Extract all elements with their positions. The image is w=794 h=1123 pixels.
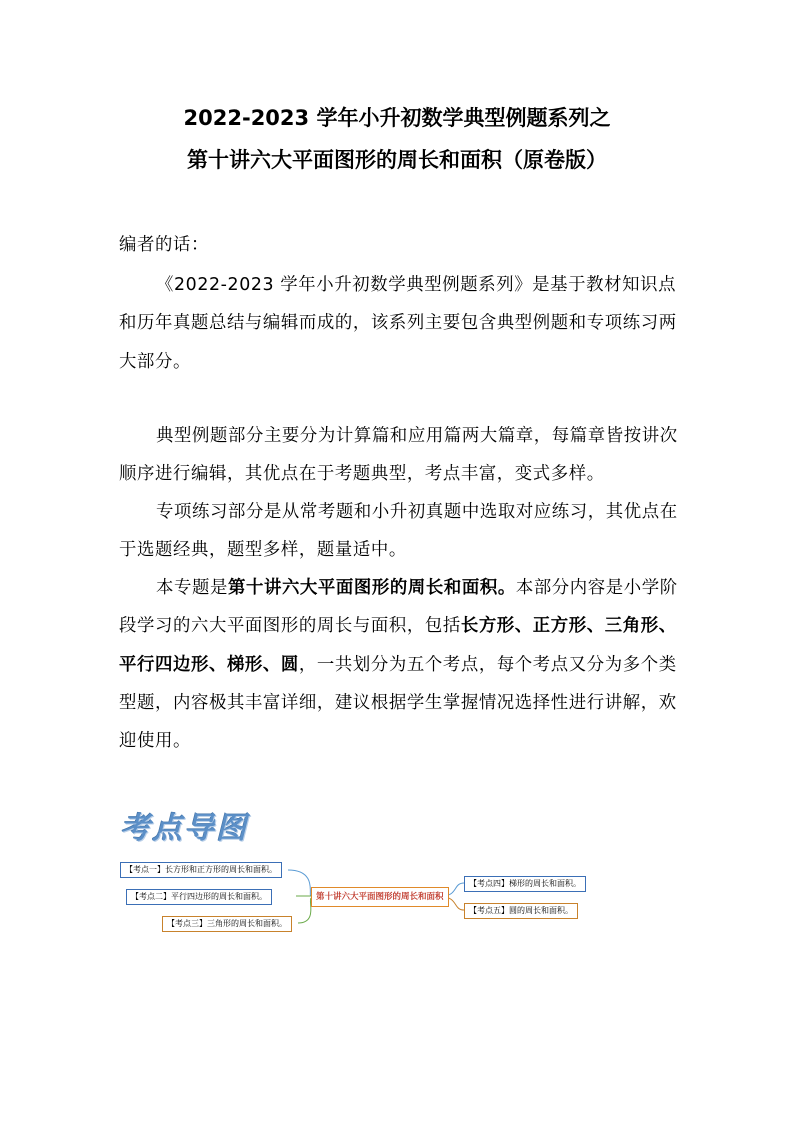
mindmap (118, 852, 598, 936)
intro-paragraph-4 (119, 569, 679, 760)
intro-paragraph-2: 典型例题部分主要分为计算篇和应用篇两大篇章，每篇章皆按讲次顺序进行编辑，其优点在于考题典型，考点丰富，变式多样。 (119, 426, 678, 485)
mindmap-node-5: 【考点五】圆的周长和面积。 (464, 903, 578, 919)
intro-paragraph-1: 《2022-2023 学年小升初数学典型例题系列》是基于教材知识点和历年真题总结与编辑而成的，该系列主要包含典型例题和专项练习两大部分。 (119, 275, 677, 372)
intro-paragraph-3: 专项练习部分是从常考题和小升初真题中选取对应练习，其优点在于选题经典，题型多样，题量适中。 (119, 502, 678, 561)
p4-topic-bold: 第十讲六大平面图形的周长和面积。 (227, 578, 516, 598)
editor-label: 编者的话： (119, 235, 209, 255)
mindmap-node-3: 【考点三】三角形的周长和面积。 (162, 916, 292, 932)
p4-text-2: 本部分内容是小学阶段学习的六大平面图形的周长与面积，包括 (119, 578, 678, 637)
mindmap-node-2: 【考点二】平行四边形的周长和面积。 (126, 889, 272, 905)
mindmap-node-1: 【考点一】长方形和正方形的周长和面积。 (120, 862, 282, 878)
p4-text-3: ，一共划分为五个考点，每个考点又分为多个类型题，内容极其丰富详细，建议根据学生掌握情况选择性进行讲解，欢迎使用。 (119, 654, 677, 752)
mindmap-node-4: 【考点四】梯形的周长和面积。 (464, 876, 586, 892)
mindmap-center-node: 第十讲六大平面图形的周长和面积 (311, 887, 449, 907)
p4-shapes-bold: 长方形、正方形、三角形、平行四边形、梯形、圆 (119, 616, 677, 675)
document-title-line-2: 第十讲六大平面图形的周长和面积（原卷版） (187, 148, 607, 172)
p4-text-1: 本专题是 (156, 578, 228, 598)
section-title-mindmap: 考点导图 (120, 811, 248, 846)
document-title-line-1: 2022-2023 学年小升初数学典型例题系列之 (183, 106, 611, 130)
